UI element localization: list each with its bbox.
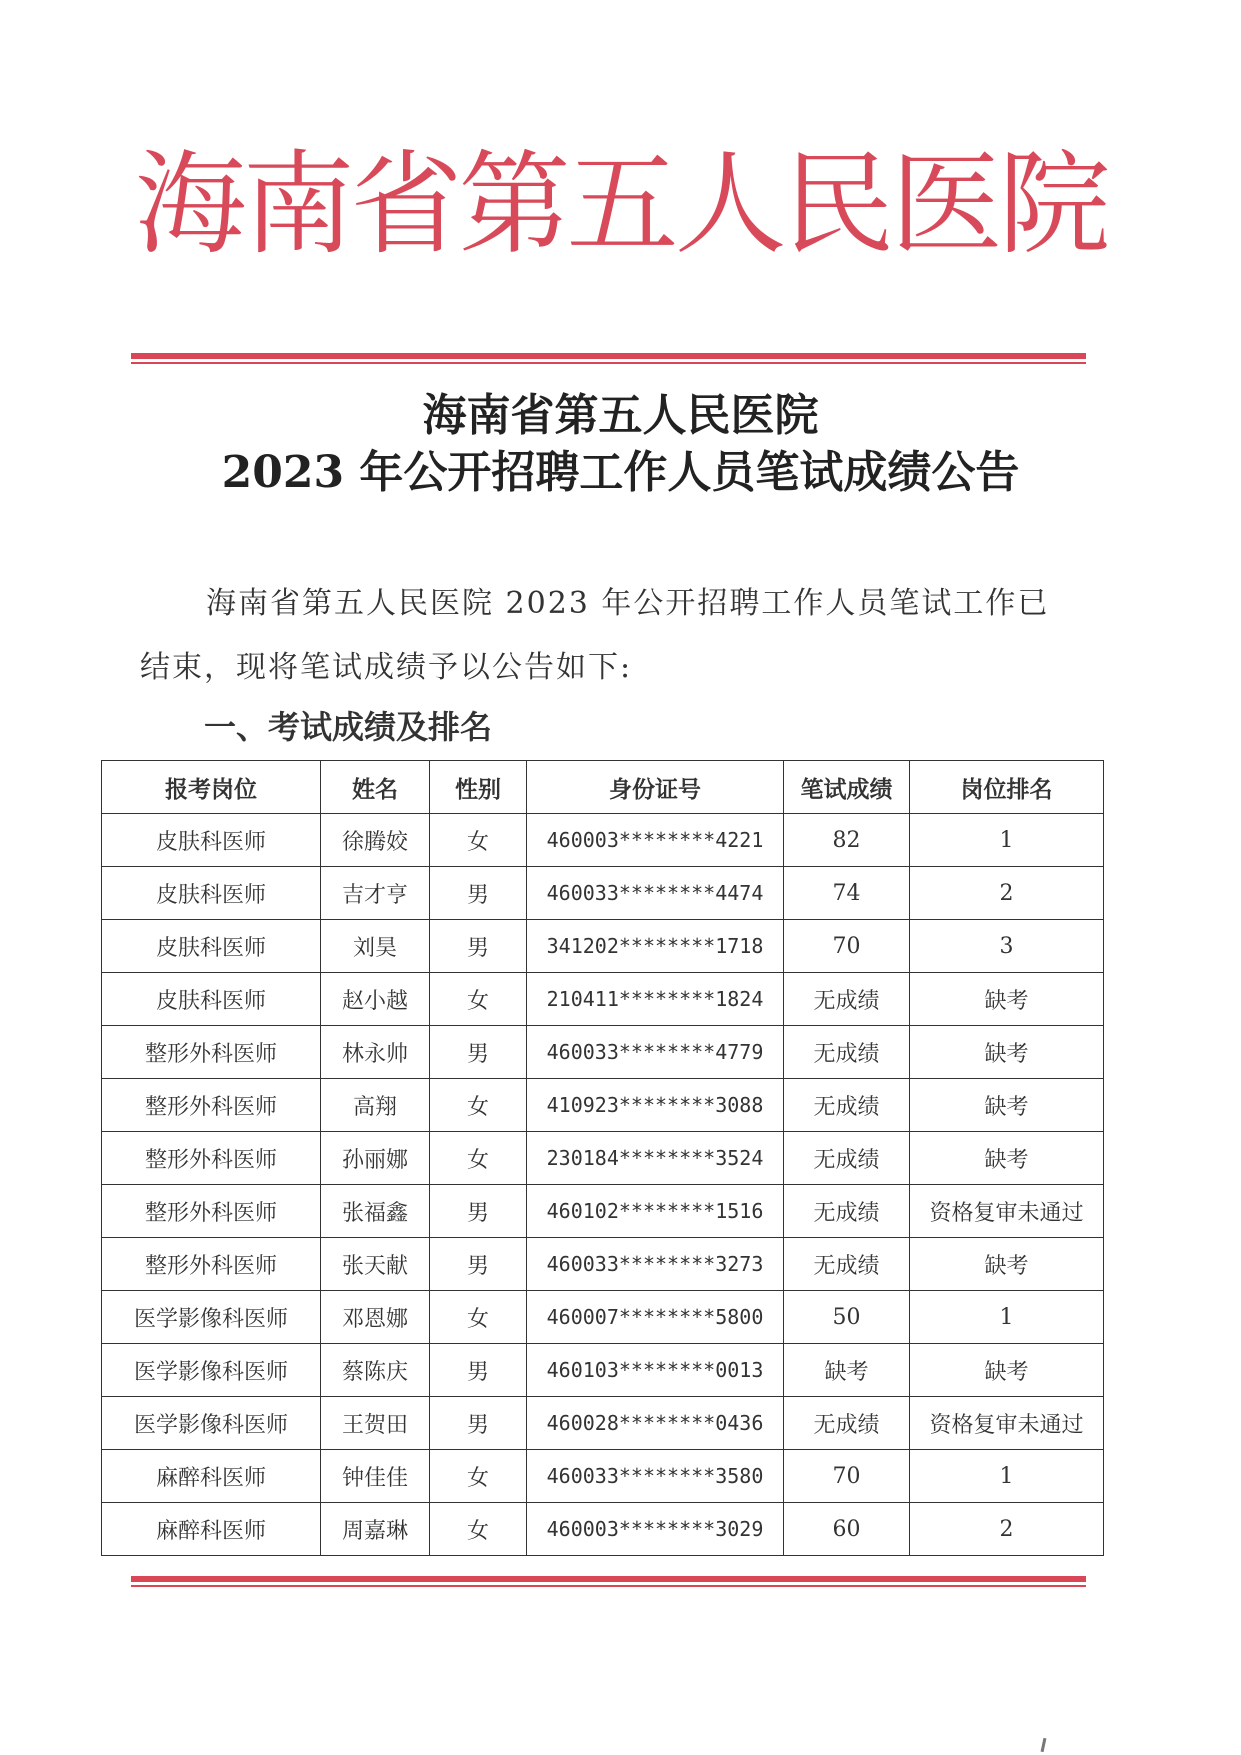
cell-post: 皮肤科医师 — [102, 814, 321, 867]
cell-name: 张福鑫 — [321, 1185, 430, 1238]
cell-gender: 女 — [430, 814, 527, 867]
score-table — [101, 760, 1104, 1556]
cell-id-number: 460007********5800 — [527, 1291, 784, 1344]
table-row — [102, 1344, 1104, 1397]
cell-id-number: 460102********1516 — [527, 1185, 784, 1238]
table-row — [102, 867, 1104, 920]
cell-gender: 男 — [430, 867, 527, 920]
column-header-written-score: 笔试成绩 — [784, 761, 910, 814]
cell-post: 医学影像科医师 — [102, 1344, 321, 1397]
cell-post-rank: 2 — [910, 1503, 1104, 1556]
cell-post: 皮肤科医师 — [102, 920, 321, 973]
cell-name: 吉才亨 — [321, 867, 430, 920]
cell-id-number: 460003********3029 — [527, 1503, 784, 1556]
cell-written-score: 无成绩 — [784, 1238, 910, 1291]
cell-gender: 女 — [430, 1132, 527, 1185]
cell-gender: 男 — [430, 1185, 527, 1238]
cell-name: 徐腾姣 — [321, 814, 430, 867]
cell-name: 张天献 — [321, 1238, 430, 1291]
cell-id-number: 210411********1824 — [527, 973, 784, 1026]
cell-id-number: 341202********1718 — [527, 920, 784, 973]
cell-post-rank: 缺考 — [910, 1079, 1104, 1132]
cell-post-rank: 缺考 — [910, 973, 1104, 1026]
table-row — [102, 1185, 1104, 1238]
cell-written-score: 无成绩 — [784, 1185, 910, 1238]
cell-written-score: 74 — [784, 867, 910, 920]
table-row — [102, 1132, 1104, 1185]
top-red-rule — [131, 353, 1086, 364]
cell-post: 医学影像科医师 — [102, 1397, 321, 1450]
cell-post-rank: 缺考 — [910, 1238, 1104, 1291]
cell-id-number: 410923********3088 — [527, 1079, 784, 1132]
cell-gender: 女 — [430, 973, 527, 1026]
cell-gender: 女 — [430, 1079, 527, 1132]
cell-post: 整形外科医师 — [102, 1132, 321, 1185]
cell-written-score: 无成绩 — [784, 973, 910, 1026]
cell-name: 林永帅 — [321, 1026, 430, 1079]
cell-gender: 男 — [430, 920, 527, 973]
cell-id-number: 460033********4474 — [527, 867, 784, 920]
cell-post-rank: 1 — [910, 814, 1104, 867]
table-header-row — [102, 761, 1104, 814]
column-header-id-number: 身份证号 — [527, 761, 784, 814]
cell-post: 整形外科医师 — [102, 1185, 321, 1238]
cell-gender: 男 — [430, 1026, 527, 1079]
cell-gender: 男 — [430, 1397, 527, 1450]
cell-post-rank: 1 — [910, 1291, 1104, 1344]
cell-name: 王贺田 — [321, 1397, 430, 1450]
bottom-red-rule — [131, 1576, 1086, 1587]
cell-post-rank: 缺考 — [910, 1026, 1104, 1079]
cell-post-rank: 2 — [910, 867, 1104, 920]
column-header-gender: 性别 — [430, 761, 527, 814]
cell-name: 钟佳佳 — [321, 1450, 430, 1503]
cell-written-score: 50 — [784, 1291, 910, 1344]
cell-name: 周嘉琳 — [321, 1503, 430, 1556]
section-heading: 一、考试成绩及排名 — [204, 708, 493, 746]
cell-name: 邓恩娜 — [321, 1291, 430, 1344]
cell-id-number: 460033********3273 — [527, 1238, 784, 1291]
column-header-post-rank: 岗位排名 — [910, 761, 1104, 814]
cell-post-rank: 资格复审未通过 — [910, 1397, 1104, 1450]
cell-post: 皮肤科医师 — [102, 973, 321, 1026]
column-header-post: 报考岗位 — [102, 761, 321, 814]
cell-id-number: 460033********4779 — [527, 1026, 784, 1079]
intro-paragraph — [140, 572, 1100, 700]
notice-title-line2: 2023 年公开招聘工作人员笔试成绩公告 — [221, 447, 1020, 498]
cell-written-score: 无成绩 — [784, 1026, 910, 1079]
notice-title-line1: 海南省第五人民医院 — [422, 390, 819, 441]
cell-written-score: 无成绩 — [784, 1079, 910, 1132]
cell-name: 高翔 — [321, 1079, 430, 1132]
table-row — [102, 1503, 1104, 1556]
cell-post-rank: 缺考 — [910, 1132, 1104, 1185]
table-row — [102, 920, 1104, 973]
table-row — [102, 973, 1104, 1026]
cell-gender: 女 — [430, 1291, 527, 1344]
cell-post-rank: 3 — [910, 920, 1104, 973]
cell-post: 整形外科医师 — [102, 1079, 321, 1132]
cell-id-number: 460033********3580 — [527, 1450, 784, 1503]
table-row — [102, 1450, 1104, 1503]
table-row — [102, 1026, 1104, 1079]
cell-name: 蔡陈庆 — [321, 1344, 430, 1397]
cell-post: 麻醉科医师 — [102, 1503, 321, 1556]
cell-gender: 男 — [430, 1344, 527, 1397]
cell-written-score: 82 — [784, 814, 910, 867]
column-header-name: 姓名 — [321, 761, 430, 814]
table-row — [102, 1397, 1104, 1450]
cell-written-score: 缺考 — [784, 1344, 910, 1397]
cell-gender: 男 — [430, 1238, 527, 1291]
cell-post: 麻醉科医师 — [102, 1450, 321, 1503]
cell-post: 整形外科医师 — [102, 1026, 321, 1079]
cell-written-score: 无成绩 — [784, 1132, 910, 1185]
cell-written-score: 70 — [784, 1450, 910, 1503]
cell-gender: 女 — [430, 1450, 527, 1503]
cell-post: 整形外科医师 — [102, 1238, 321, 1291]
table-row — [102, 1291, 1104, 1344]
cell-post-rank: 资格复审未通过 — [910, 1185, 1104, 1238]
cell-post-rank: 1 — [910, 1450, 1104, 1503]
cell-id-number: 460103********0013 — [527, 1344, 784, 1397]
table-body — [102, 814, 1104, 1556]
cell-written-score: 无成绩 — [784, 1397, 910, 1450]
cell-written-score: 60 — [784, 1503, 910, 1556]
table-row — [102, 814, 1104, 867]
cell-gender: 女 — [430, 1503, 527, 1556]
cell-name: 刘昊 — [321, 920, 430, 973]
masthead-title: 海南省第五人民医院 — [134, 140, 1107, 270]
cell-post: 医学影像科医师 — [102, 1291, 321, 1344]
cell-post: 皮肤科医师 — [102, 867, 321, 920]
pen-mark — [1041, 1738, 1047, 1752]
cell-post-rank: 缺考 — [910, 1344, 1104, 1397]
cell-name: 孙丽娜 — [321, 1132, 430, 1185]
cell-id-number: 460003********4221 — [527, 814, 784, 867]
cell-id-number: 230184********3524 — [527, 1132, 784, 1185]
table-row — [102, 1079, 1104, 1132]
intro-line2: 结束，现将笔试成绩予以公告如下: — [140, 650, 633, 685]
cell-name: 赵小越 — [321, 973, 430, 1026]
cell-written-score: 70 — [784, 920, 910, 973]
cell-id-number: 460028********0436 — [527, 1397, 784, 1450]
table-row — [102, 1238, 1104, 1291]
intro-line1: 海南省第五人民医院 2023 年公开招聘工作人员笔试工作已 — [206, 586, 1050, 621]
